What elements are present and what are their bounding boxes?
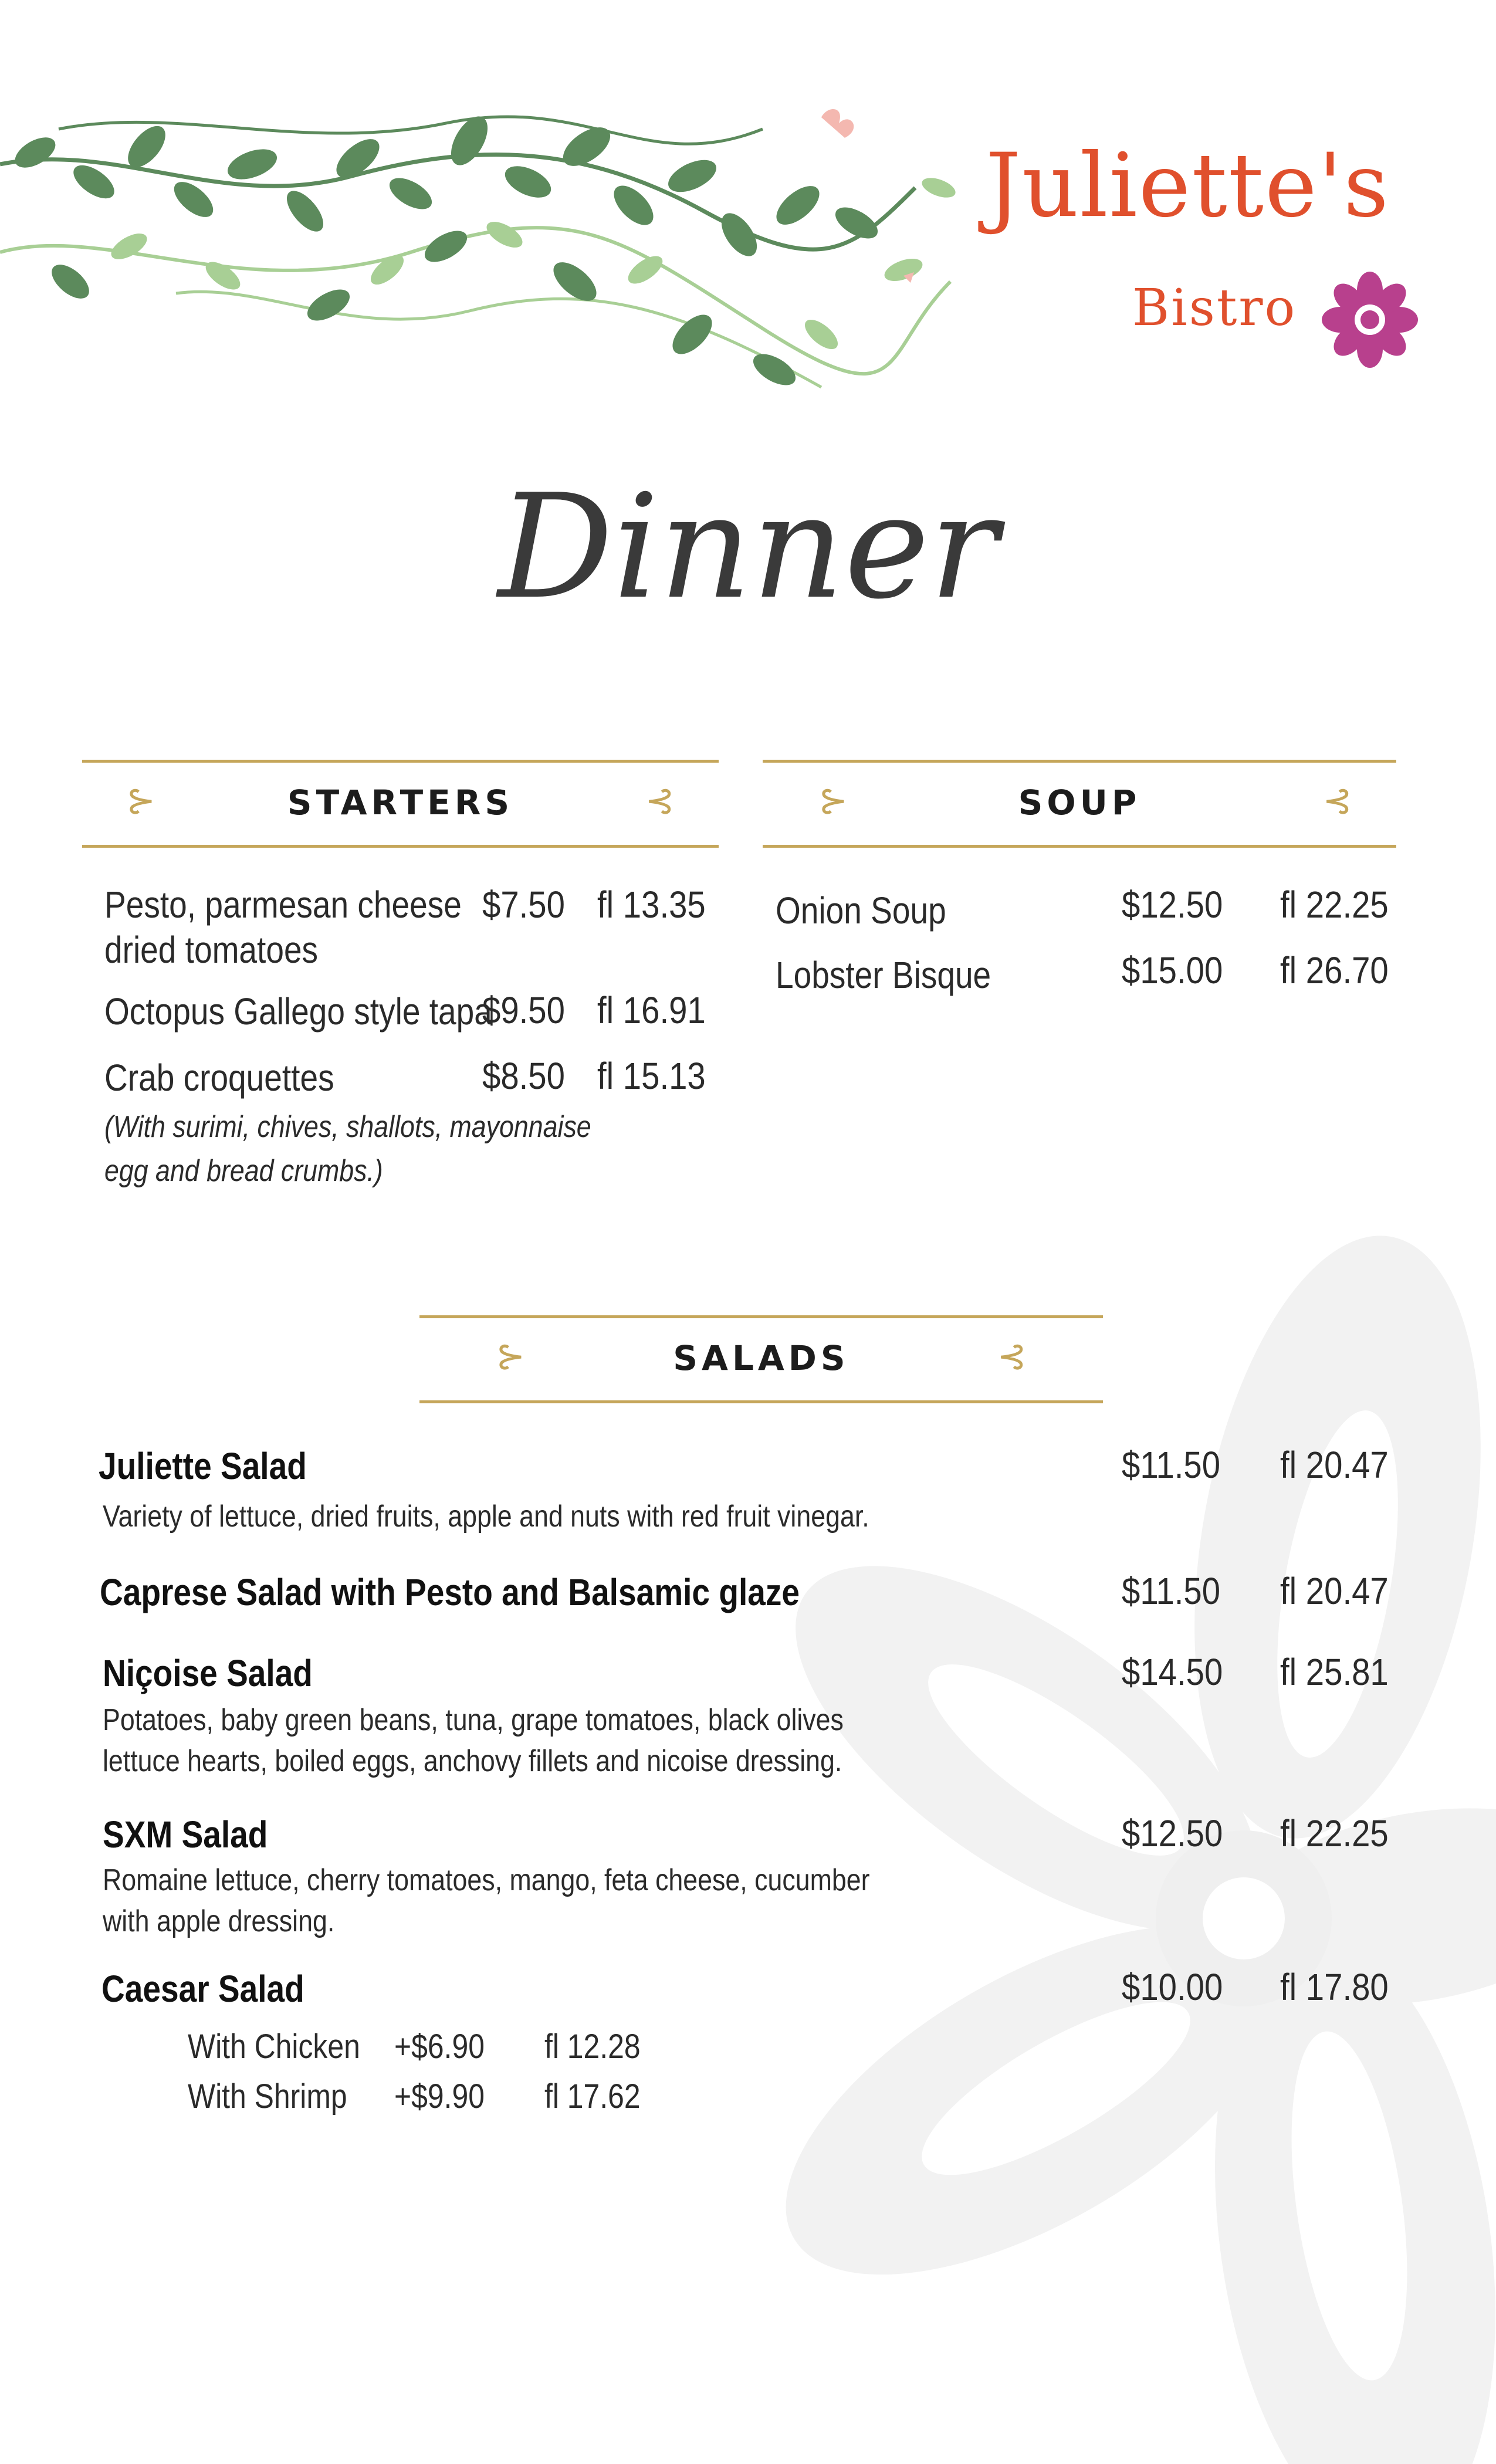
soup-price-fl: fl 22.25 — [1280, 884, 1389, 926]
salad-price-usd: $12.50 — [1122, 1812, 1223, 1854]
soup-price-usd: $12.50 — [1122, 884, 1223, 926]
page-title: Dinner — [497, 463, 999, 631]
soup-name: Lobster Bisque — [776, 954, 991, 996]
flower-icon — [1320, 270, 1420, 370]
salad-price-fl: fl 20.47 — [1280, 1444, 1389, 1486]
starter-name: Crab croquettes — [104, 1057, 334, 1099]
salad-desc: Potatoes, baby green beans, tuna, grape tomatoes, black olives — [103, 1703, 844, 1737]
addon-label: With Chicken — [188, 2028, 360, 2066]
salad-price-usd: $14.50 — [1122, 1651, 1223, 1693]
salad-desc-cont: with apple dressing. — [103, 1904, 335, 1938]
salads-title: SALADS — [673, 1338, 849, 1378]
soup-header — [763, 760, 1396, 848]
salad-price-usd: $11.50 — [1122, 1444, 1221, 1486]
salad-price-fl: fl 17.80 — [1280, 1966, 1389, 2008]
salad-price-usd: $10.00 — [1122, 1966, 1223, 2008]
brand-subtitle: Bistro — [1132, 279, 1297, 337]
soup-price-usd: $15.00 — [1122, 949, 1223, 991]
starters-title: STARTERS — [287, 783, 514, 823]
salad-name: Juliette Salad — [99, 1445, 307, 1487]
salad-desc: Romaine lettuce, cherry tomatoes, mango, feta cheese, cucumber — [103, 1863, 870, 1897]
addon-price-fl: fl 17.62 — [544, 2077, 641, 2116]
starter-note-cont: egg and bread crumbs.) — [104, 1154, 383, 1188]
flourish-icon: ⊰ — [1322, 781, 1352, 820]
soup-name: Onion Soup — [776, 889, 946, 932]
salad-desc-cont: lettuce hearts, boiled eggs, anchovy fillets and nicoise dressing. — [103, 1744, 842, 1778]
flourish-icon: ⊱ — [126, 781, 156, 820]
addon-label: With Shrimp — [188, 2077, 347, 2116]
starter-price-usd: $8.50 — [482, 1055, 565, 1097]
starter-name: Pesto, parmesan cheese — [104, 884, 462, 926]
starter-price-usd: $9.50 — [482, 989, 565, 1031]
flourish-icon: ⊱ — [818, 781, 848, 820]
addon-price-fl: fl 12.28 — [544, 2028, 641, 2066]
salad-name: Caprese Salad with Pesto and Balsamic glaze — [100, 1571, 800, 1613]
addon-price-usd: +$9.90 — [394, 2077, 485, 2116]
starter-price-fl: fl 13.35 — [597, 884, 706, 926]
starter-price-usd: $7.50 — [482, 884, 565, 926]
soup-price-fl: fl 26.70 — [1280, 949, 1389, 991]
starter-name-cont: dried tomatoes — [104, 929, 319, 971]
salad-price-usd: $11.50 — [1122, 1570, 1221, 1612]
salad-price-fl: fl 22.25 — [1280, 1812, 1389, 1854]
brand-logo — [974, 135, 1431, 370]
salad-name: Niçoise Salad — [103, 1652, 313, 1694]
brand-name: Juliette's — [986, 135, 1390, 237]
starter-price-fl: fl 16.91 — [597, 989, 706, 1031]
salad-desc: Variety of lettuce, dried fruits, apple and nuts with red fruit vinegar. — [103, 1500, 869, 1534]
addon-price-usd: +$6.90 — [394, 2028, 485, 2066]
soup-title: SOUP — [1018, 783, 1141, 823]
starters-header — [82, 760, 719, 848]
starter-note: (With surimi, chives, shallots, mayonnaise — [104, 1110, 591, 1144]
starter-price-fl: fl 15.13 — [597, 1055, 706, 1097]
flourish-icon: ⊰ — [997, 1336, 1027, 1376]
salad-price-fl: fl 20.47 — [1280, 1570, 1389, 1612]
flourish-icon: ⊱ — [496, 1336, 526, 1376]
starter-name: Octopus Gallego style tapa — [104, 990, 492, 1033]
salad-name: Caesar Salad — [101, 1968, 304, 2010]
vine-illustration — [0, 59, 997, 481]
salad-name: SXM Salad — [103, 1813, 268, 1856]
salads-header — [419, 1315, 1103, 1403]
salad-price-fl: fl 25.81 — [1280, 1651, 1389, 1693]
flourish-icon: ⊰ — [645, 781, 675, 820]
